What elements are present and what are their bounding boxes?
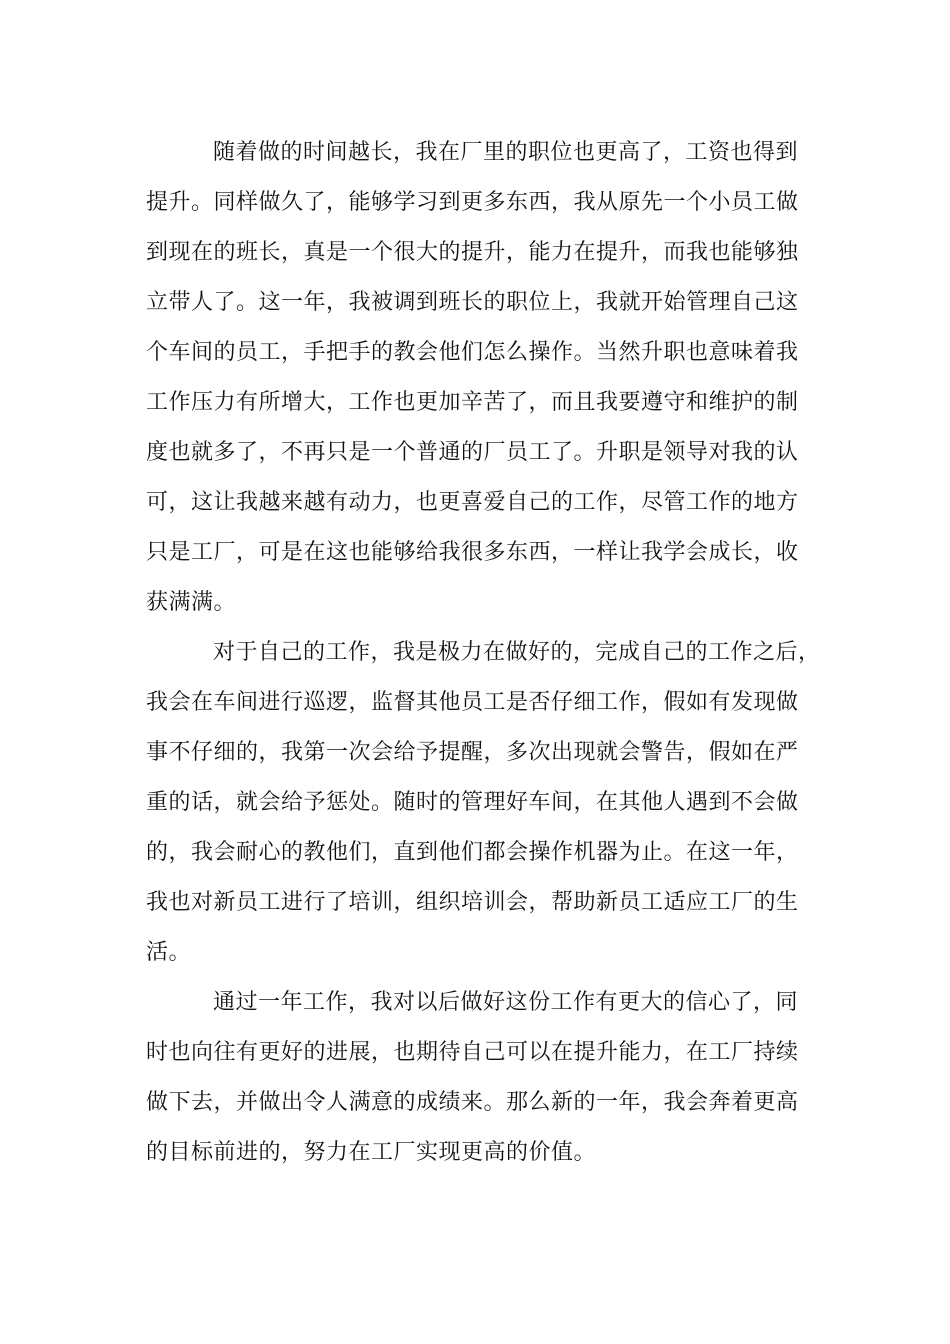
text-line: 事不仔细的，我第一次会给予提醒，多次出现就会警告，假如在严 <box>146 740 799 765</box>
text-line: 立带人了。这一年，我被调到班长的职位上，我就开始管理自己这 <box>146 290 799 315</box>
text-line: 通过一年工作，我对以后做好这份工作有更大的信心了，同 <box>213 990 799 1015</box>
text-line: 随着做的时间越长，我在厂里的职位也更高了，工资也得到 <box>213 140 799 165</box>
text-line: 度也就多了，不再只是一个普通的厂员工了。升职是领导对我的认 <box>146 440 799 465</box>
text-line: 做下去，并做出令人满意的成绩来。那么新的一年，我会奔着更高 <box>146 1090 799 1115</box>
text-line: 提升。同样做久了，能够学习到更多东西，我从原先一个小员工做 <box>146 190 799 215</box>
text-line: 活。 <box>146 940 192 965</box>
text-line: 只是工厂，可是在这也能够给我很多东西，一样让我学会成长，收 <box>146 540 799 565</box>
paragraph-3 <box>146 978 810 1178</box>
text-line: 获满满。 <box>146 590 237 615</box>
text-line: 可，这让我越来越有动力，也更喜爱自己的工作，尽管工作的地方 <box>146 490 799 515</box>
text-line: 的目标前进的，努力在工厂实现更高的价值。 <box>146 1140 597 1165</box>
text-line: 到现在的班长，真是一个很大的提升，能力在提升，而我也能够独 <box>146 240 799 265</box>
text-line: 工作压力有所增大，工作也更加辛苦了，而且我要遵守和维护的制 <box>146 390 799 415</box>
text-line: 个车间的员工，手把手的教会他们怎么操作。当然升职也意味着我 <box>146 340 799 365</box>
text-line: 对于自己的工作，我是极力在做好的，完成自己的工作之后， <box>213 640 821 665</box>
text-line: 重的话，就会给予惩处。随时的管理好车间，在其他人遇到不会做 <box>146 790 799 815</box>
text-line: 的，我会耐心的教他们，直到他们都会操作机器为止。在这一年， <box>146 840 799 865</box>
text-line: 时也向往有更好的进展，也期待自己可以在提升能力，在工厂持续 <box>146 1040 799 1065</box>
text-line: 我也对新员工进行了培训，组织培训会，帮助新员工适应工厂的生 <box>146 890 799 915</box>
document-body <box>146 128 821 1178</box>
text-line: 我会在车间进行巡逻，监督其他员工是否仔细工作，假如有发现做 <box>146 690 799 715</box>
paragraph-1 <box>146 128 810 628</box>
paragraph-2 <box>146 628 821 978</box>
